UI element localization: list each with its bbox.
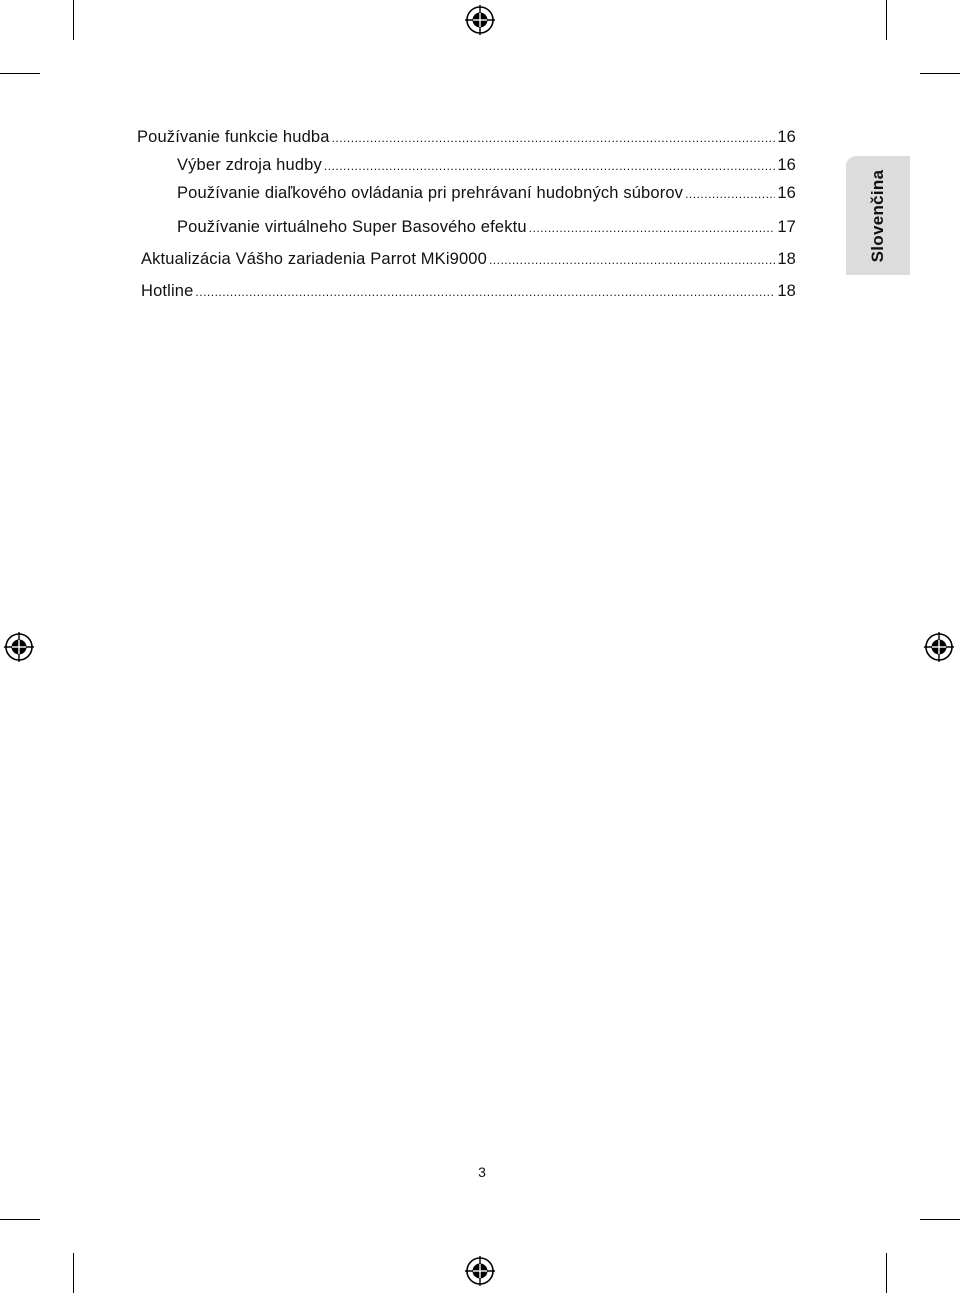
toc-entry[interactable]	[177, 218, 796, 237]
toc-entry-title: Hotline	[141, 282, 194, 300]
toc-entry-page: 16	[777, 184, 796, 202]
toc-entry-title: Používanie funkcie hudba	[137, 128, 330, 146]
registration-mark-icon	[924, 632, 954, 662]
language-tab-label: Slovenčina	[868, 169, 887, 262]
crop-mark	[886, 1253, 887, 1293]
toc-entry[interactable]	[177, 156, 796, 175]
toc-leader-dots	[685, 188, 775, 200]
toc-leader-dots	[195, 286, 775, 298]
toc-entry-page: 16	[777, 156, 796, 174]
toc-leader-dots	[332, 132, 776, 144]
toc-entry-page: 16	[777, 128, 796, 146]
toc-entry-title: Používanie virtuálneho Super Basového efektu	[177, 218, 527, 236]
toc-entry[interactable]	[177, 184, 796, 203]
language-tab	[846, 156, 910, 275]
toc-entry-page: 18	[777, 250, 796, 268]
toc-leader-dots	[324, 160, 775, 172]
toc-entry-title: Aktualizácia Vášho zariadenia Parrot MKi9000	[141, 250, 487, 268]
toc-entry-title: Výber zdroja hudby	[177, 156, 322, 174]
toc-entry-page: 18	[777, 282, 796, 300]
toc-entry[interactable]	[137, 128, 796, 147]
toc-entry-title: Používanie diaľkového ovládania pri prehrávaní hudobných súborov	[177, 184, 684, 202]
table-of-contents	[0, 0, 960, 320]
crop-mark	[920, 1219, 960, 1220]
registration-mark-icon	[465, 1256, 495, 1286]
registration-mark-icon	[4, 632, 34, 662]
crop-mark	[0, 1219, 40, 1220]
toc-leader-dots	[489, 254, 775, 266]
toc-entry[interactable]	[141, 250, 796, 269]
toc-leader-dots	[529, 222, 776, 234]
toc-entry-page: 17	[777, 218, 796, 236]
page-number: 3	[478, 1164, 486, 1180]
crop-mark	[73, 1253, 74, 1293]
toc-entry[interactable]	[141, 282, 796, 301]
